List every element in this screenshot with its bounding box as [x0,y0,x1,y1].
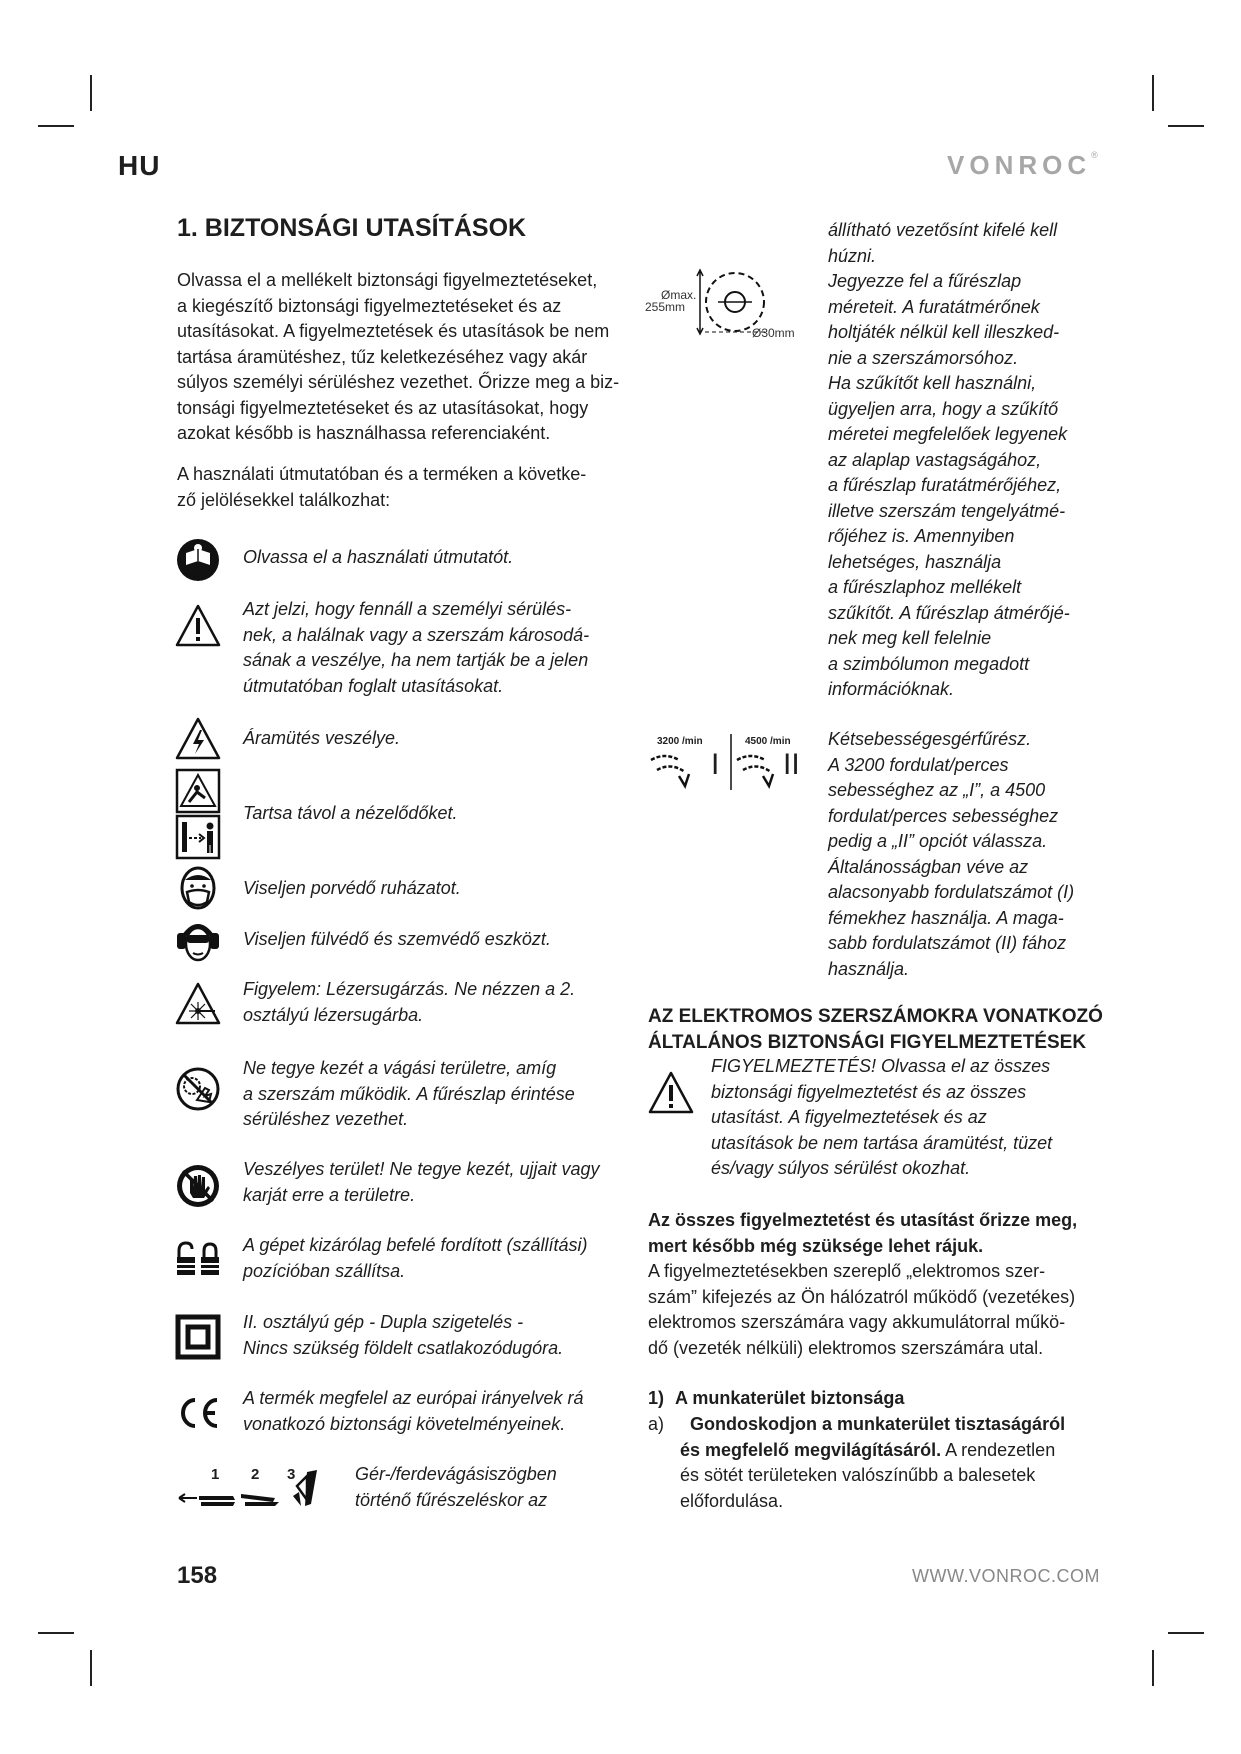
ce-mark-icon [175,1390,221,1436]
symbol-text: Ne tegye kezét a vágási területre, amíg a szerszám működik. A fűrészlap érintése sérüléshez vezethet. [243,1058,575,1129]
speed-1-label: 3200 /min [657,736,703,747]
blade-diameter-label: 255mm [645,300,686,314]
language-code: HU [118,150,161,181]
gear-1-label: I [711,748,720,781]
general-warning-text: FIGYELMEZTETÉS! Olvassa el az összes biztonsági figyelmeztetést és az összes utasítást. A figyelmeztetések és az utasítások be nem tartása áramütést, tüzet és/vagy súlyos sérülést okozhat. [711,1056,1053,1178]
symbol-text: Gér-/ferdevágásiszögben történő fűrészeléskor az [355,1464,557,1510]
symbol-text: Olvassa el a használati útmutatót. [243,547,514,567]
warning-triangle-icon [175,603,221,649]
symbol-text: II. osztályú gép - Dupla szigetelés - Nincs szükség földelt csatlakozódugóra. [243,1312,564,1358]
miter-step-number: 1 [211,1466,220,1483]
warning-triangle-icon [648,1070,694,1116]
rotation-arrows-icon [645,730,815,794]
symbol-text: Áramütés veszélye. [243,728,401,748]
crop-mark [1152,75,1154,111]
crop-mark [1168,1632,1204,1634]
power-tool-definition: A figyelmeztetésekben szereplő „elektromos szer- szám” kifejezés az Ön hálózatról működő (vezetékes) elektromos szerszámára vagy akkumulátorral műkö- dő (vezeték nélküli) elektromos szerszámára utal. [648,1261,1076,1358]
work-area-heading: 1) A munkaterület biztonsága [648,1388,905,1408]
speed-text: Kétsebességesgérfűrész. A 3200 fordulat/perces sebességhez az „I”, a 4500 fordulat/perces sebességhez pedig a „II” opciót válassza. Általánosságban véve az alacsonyabb fordulatszámot (I) fémekhez használja. A maga- sabb fordulatszámot (II) fához használja. [828,729,1075,979]
read-manual-icon [175,537,221,583]
general-warnings-heading: AZ ELEKTROMOS SZERSZÁMOKRA VONATKOZÓ ÁLTALÁNOS BIZTONSÁGI FIGYELMEZTETÉSEK [648,1006,1103,1053]
blade-text: állítható vezetősínt kifelé kell húzni. Jegyezze fel a fűrészlap méreteit. A furatátmérőnek holtjáték nélkül kell illeszked- nie a szerszámorsóhoz. Ha szűkítőt kell használni, ügyeljen arra, hogy a szűkítő méretei megfelelőek legyenek az alaplap vastagságához, a fűrészlap furatátmérőjéhez, illetve szerszám tengelyátmé- rőjéhez is. Amennyiben lehetséges, használja a fűrészlaphoz mellékelt szűkítőt. A fűrészlap átmérőjé- nek meg kell felelnie a szimbólumon megadott információknak. [828,220,1070,699]
ear-eye-protection-icon [175,917,221,963]
transport-lock-icon [175,1237,221,1283]
miter-steps-graphic [175,1462,340,1512]
symbol-text: Figyelem: Lézersugárzás. Ne nézzen a 2. osztályú lézersugárba. [243,979,576,1025]
keep-bystanders-away-icon [175,768,221,860]
crop-mark [38,125,74,127]
danger-zone-hand-icon [175,1163,221,1209]
electric-shock-icon [175,716,221,762]
speed-diagram [645,730,815,794]
website-link[interactable]: WWW.VONROC.COM [912,1566,1100,1586]
saw-blade-icon [645,268,815,340]
symbol-text: Viseljen porvédő ruházatot. [243,878,461,898]
dust-mask-icon [175,866,221,912]
symbol-text: Viseljen fülvédő és szemvédő eszközt. [243,929,551,949]
symbols-intro: A használati útmutatóban és a terméken a követke- ző jelölésekkel találkozhat: [177,464,587,510]
work-area-item-letter: a) [648,1414,665,1434]
symbol-text: A termék megfelel az európai irányelvek rá vonatkozó biztonsági követelményeinek. [243,1388,584,1434]
brand-name: VONROC [947,150,1092,180]
class-ii-icon [175,1314,221,1360]
crop-mark [90,1650,92,1686]
speed-2-label: 4500 /min [745,736,791,747]
crop-mark [1168,125,1204,127]
brand-logo [947,150,1098,181]
keep-instructions-text: Az összes figyelmeztetést és utasítást őrizze meg, mert később még szüksége lehet rájuk. [648,1210,1078,1256]
work-area-item: Gondoskodjon a munkaterület tisztaságáról és megfelelő megvilágításáról. A rendezetlen és sötét területeken valószínűbb a balesetek előfordulása. [680,1414,1066,1511]
miter-step-number: 3 [287,1466,296,1483]
blade-bore-label: Ø30mm [752,326,795,340]
symbol-text: A gépet kizárólag befelé fordított (szállítási) pozícióban szállítsa. [243,1235,588,1281]
crop-mark [38,1632,74,1634]
laser-warning-icon [175,981,221,1027]
brand-mark: ® [1091,150,1098,160]
miter-step-number: 2 [251,1466,260,1483]
crop-mark [1152,1650,1154,1686]
miter-bevel-icon [175,1462,340,1512]
gear-2-label: II [783,748,800,781]
symbol-text: Veszélyes terület! Ne tegye kezét, ujjait vagy karját erre a területre. [243,1159,600,1205]
no-hands-blade-icon [175,1066,221,1112]
crop-mark [90,75,92,111]
symbol-text: Tartsa távol a nézelődőket. [243,803,458,823]
page-number: 158 [177,1562,218,1589]
blade-diagram [645,268,815,340]
section-title: 1. BIZTONSÁGI UTASÍTÁSOK [177,214,527,242]
intro-paragraph: Olvassa el a mellékelt biztonsági figyelmeztetéseket, a kiegészítő biztonsági figyelmeztetéseket és az utasításokat. A figyelmeztetések és utasítások be nem tartása áramütéshez, tűz keletkezéséhez vagy akár súlyos személyi sérüléshez vezethet. Őrizze meg a biz- tonsági figyelmeztetéseket és az utasításokat, hogy azokat később is használhassa referenciaként. [177,270,620,443]
symbol-text: Azt jelzi, hogy fennáll a személyi sérülés- nek, a halálnak vagy a szerszám károsodá- sának a veszélye, ha nem tartják be a jelen útmutatóban foglalt utasításokat. [243,599,590,696]
blade-max-label: Ømax. [661,288,697,302]
